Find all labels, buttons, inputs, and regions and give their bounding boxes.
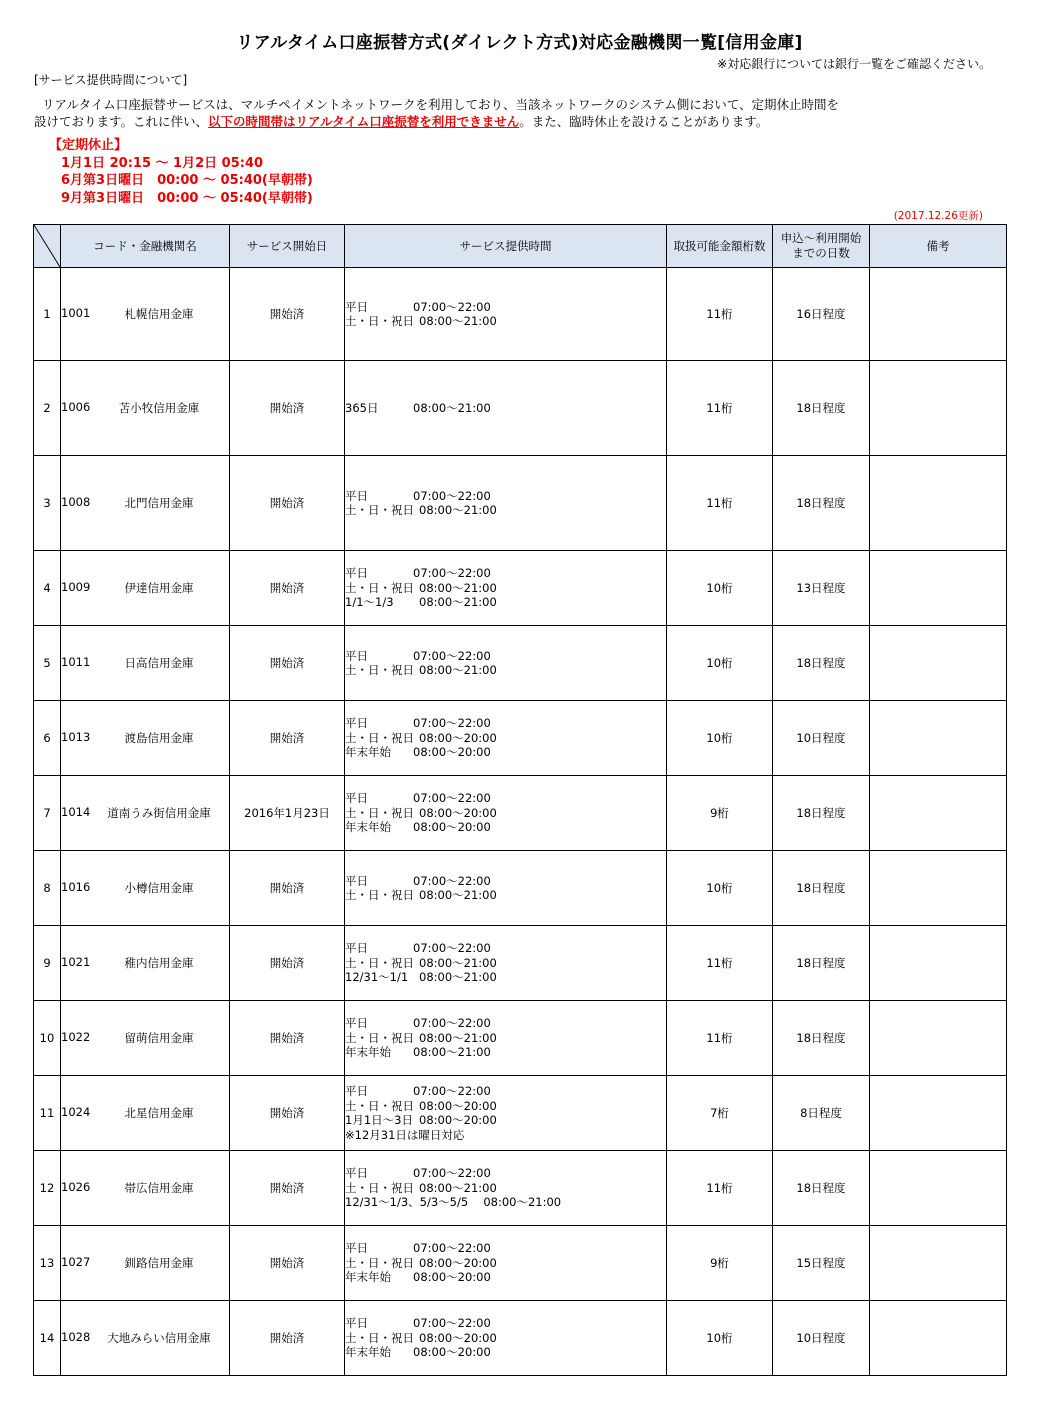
- notice-warning: 以下の時間帯はリアルタイム口座振替を利用できません: [208, 114, 520, 129]
- hours-label: 平日: [345, 791, 368, 806]
- hours-label: 平日: [345, 299, 368, 314]
- row-number: 14: [34, 1301, 61, 1376]
- hours-value: 07:00～22:00: [413, 873, 491, 888]
- bank-code-name-cell: [61, 851, 230, 926]
- days-to-start: 18日程度: [773, 926, 870, 1001]
- hours-label: 土・日・祝日: [345, 888, 414, 902]
- hours-value: 08:00～21:00: [413, 1045, 491, 1060]
- amount-digits: 7桁: [667, 1076, 773, 1151]
- hours-note: 12/31～1/3、5/3～5/5 08:00～21:00: [345, 1195, 562, 1210]
- amount-digits: 11桁: [667, 268, 773, 361]
- hours-value: 08:00～21:00: [419, 1180, 497, 1195]
- bank-name: 道南うみ街信用金庫: [107, 806, 211, 820]
- hours-value: 08:00～20:00: [413, 1270, 491, 1285]
- hours-value: 08:00～20:00: [413, 820, 491, 835]
- hours-line: [345, 874, 666, 889]
- amount-digits: 10桁: [667, 701, 773, 776]
- hours-label: 年末年始: [345, 745, 391, 760]
- service-hours-heading: [サービス提供時間について]: [34, 73, 188, 87]
- hours-label: 平日: [345, 1016, 368, 1031]
- row-number: 10: [34, 1001, 61, 1076]
- hours-value: 07:00～22:00: [413, 941, 491, 956]
- row-number: 13: [34, 1226, 61, 1301]
- hours-value: 08:00～21:00: [419, 595, 497, 610]
- table-row: [34, 926, 1007, 1001]
- hours-line: [345, 649, 666, 664]
- remarks-cell: [870, 626, 1007, 701]
- hours-value: 07:00～22:00: [413, 566, 491, 581]
- bank-name: 小樽信用金庫: [124, 881, 194, 895]
- bank-name: 札幌信用金庫: [124, 307, 194, 321]
- header-days: [773, 225, 870, 268]
- bank-name: 稚内信用金庫: [124, 956, 194, 970]
- table-row: [34, 851, 1007, 926]
- hours-value: 08:00～21:00: [419, 503, 497, 517]
- hours-value: 08:00～21:00: [419, 1030, 497, 1045]
- hours-label: 年末年始: [345, 820, 391, 835]
- table-row: [34, 1076, 1007, 1151]
- hours-value: 08:00～21:00: [419, 888, 497, 902]
- amount-digits: 9桁: [667, 1226, 773, 1301]
- hours-line: [345, 1084, 666, 1099]
- service-start-date: 開始済: [230, 1301, 345, 1376]
- hours-value: 08:00～21:00: [413, 400, 491, 415]
- hours-line: [345, 745, 666, 760]
- hours-line: [345, 314, 666, 329]
- page-title: リアルタイム口座振替方式(ダイレクト方式)対応金融機関一覧[信用金庫]: [236, 33, 803, 53]
- remarks-cell: [870, 551, 1007, 626]
- header-start-date: サービス開始日: [230, 225, 345, 268]
- row-number: 8: [34, 851, 61, 926]
- bank-code: 1006: [61, 400, 91, 414]
- table-row: [34, 1151, 1007, 1226]
- hours-label: 年末年始: [345, 1345, 391, 1360]
- service-hours-cell: [345, 1151, 667, 1226]
- service-start-date: 開始済: [230, 1226, 345, 1301]
- notice-text-end: 。また、臨時休止を設けることがあります。: [519, 114, 769, 129]
- hours-value: 07:00～22:00: [413, 791, 491, 806]
- service-notice: [34, 96, 904, 130]
- hours-line: [345, 820, 666, 835]
- hours-value: 08:00～20:00: [419, 730, 497, 745]
- hours-line: [345, 300, 666, 315]
- amount-digits: 10桁: [667, 1301, 773, 1376]
- hours-label: 土・日・祝日: [345, 663, 414, 677]
- row-number: 6: [34, 701, 61, 776]
- bank-code-name-cell: [61, 926, 230, 1001]
- hours-value: 08:00～20:00: [419, 1098, 497, 1113]
- bank-code: 1021: [61, 955, 91, 969]
- hours-line: [345, 941, 666, 956]
- notice-line-1: リアルタイム口座振替サービスは、マルチペイメントネットワークを利用しており、当該ネットワークのシステム側において、定期休止時間を: [42, 97, 840, 112]
- table-header-row: [34, 225, 1007, 268]
- days-to-start: 15日程度: [773, 1226, 870, 1301]
- hours-line: [345, 1345, 666, 1360]
- bank-table-body: [34, 268, 1007, 1376]
- hours-line: [345, 663, 666, 678]
- hours-line: [345, 731, 666, 746]
- bank-code: 1027: [61, 1255, 91, 1269]
- header-days-line1: 申込～利用開始: [780, 231, 862, 245]
- hours-line: [345, 791, 666, 806]
- bank-code-name-cell: [61, 626, 230, 701]
- hours-value: 08:00～20:00: [419, 1113, 497, 1127]
- service-start-date: 2016年1月23日: [230, 776, 345, 851]
- bank-code-name-cell: [61, 1301, 230, 1376]
- days-to-start: 13日程度: [773, 551, 870, 626]
- row-number: 5: [34, 626, 61, 701]
- service-hours-cell: [345, 701, 667, 776]
- hours-label: 平日: [345, 716, 368, 731]
- service-start-date: 開始済: [230, 551, 345, 626]
- hours-label: 土・日・祝日: [345, 730, 414, 745]
- service-hours-cell: [345, 551, 667, 626]
- days-to-start: 18日程度: [773, 851, 870, 926]
- hours-label: 土・日・祝日: [345, 580, 414, 595]
- amount-digits: 9桁: [667, 776, 773, 851]
- hours-value: 08:00～20:00: [413, 745, 491, 760]
- service-start-date: 開始済: [230, 456, 345, 551]
- maintenance-block: [49, 137, 313, 207]
- table-row: [34, 361, 1007, 456]
- bank-code-name-cell: [61, 361, 230, 456]
- hours-label: 365日: [345, 400, 379, 415]
- hours-value: 07:00～22:00: [413, 488, 491, 503]
- amount-digits: 11桁: [667, 1151, 773, 1226]
- hours-line: [345, 1099, 666, 1114]
- days-to-start: 18日程度: [773, 1151, 870, 1226]
- remarks-cell: [870, 1226, 1007, 1301]
- service-hours-cell: [345, 1001, 667, 1076]
- bank-name: 伊達信用金庫: [124, 581, 194, 595]
- bank-name: 帯広信用金庫: [124, 1181, 194, 1195]
- service-hours-cell: [345, 1226, 667, 1301]
- amount-digits: 11桁: [667, 926, 773, 1001]
- row-number: 1: [34, 268, 61, 361]
- hours-line: [345, 888, 666, 903]
- hours-value: 08:00～21:00: [419, 580, 497, 595]
- amount-digits: 11桁: [667, 361, 773, 456]
- bank-code: 1014: [61, 805, 91, 819]
- notice-line-2: [34, 113, 904, 130]
- service-start-date: 開始済: [230, 851, 345, 926]
- hours-line: [345, 1331, 666, 1346]
- remarks-cell: [870, 851, 1007, 926]
- row-number: 3: [34, 456, 61, 551]
- bank-code-name-cell: [61, 701, 230, 776]
- table-row: [34, 551, 1007, 626]
- hours-value: 08:00～21:00: [419, 314, 497, 328]
- amount-digits: 11桁: [667, 456, 773, 551]
- bank-code: 1013: [61, 730, 91, 744]
- hours-label: 1月1日～3日: [345, 1113, 413, 1127]
- hours-line: [345, 1256, 666, 1271]
- hours-line: [345, 595, 666, 610]
- bank-code-name-cell: [61, 1001, 230, 1076]
- hours-label: 平日: [345, 488, 368, 503]
- service-start-date: 開始済: [230, 1001, 345, 1076]
- service-hours-cell: [345, 361, 667, 456]
- hours-value: 08:00～21:00: [419, 955, 497, 970]
- hours-line: [345, 970, 666, 985]
- row-number: 4: [34, 551, 61, 626]
- updated-date: (2017.12.26更新): [893, 210, 983, 222]
- header-diagonal-cell: [34, 225, 61, 268]
- hours-line: [345, 566, 666, 581]
- maintenance-heading: 【定期休止】: [49, 138, 128, 153]
- maintenance-item: 1月1日 20:15 ～ 1月2日 05:40: [61, 155, 264, 171]
- bank-code: 1001: [61, 306, 91, 320]
- days-to-start: 10日程度: [773, 1301, 870, 1376]
- service-hours-cell: [345, 456, 667, 551]
- bank-code: 1008: [61, 495, 91, 509]
- bank-name: 大地みらい信用金庫: [107, 1331, 211, 1345]
- service-hours-cell: [345, 926, 667, 1001]
- remarks-cell: [870, 1151, 1007, 1226]
- hours-line: [345, 1241, 666, 1256]
- hours-value: 07:00～22:00: [413, 648, 491, 663]
- hours-value: 08:00～21:00: [419, 663, 497, 677]
- table-row: [34, 1226, 1007, 1301]
- hours-label: 土・日・祝日: [345, 1180, 414, 1195]
- hours-line: [345, 401, 666, 416]
- hours-value: 08:00～20:00: [419, 1255, 497, 1270]
- hours-label: 平日: [345, 873, 368, 888]
- service-start-date: 開始済: [230, 361, 345, 456]
- bank-name: 釧路信用金庫: [124, 1256, 194, 1270]
- days-to-start: 18日程度: [773, 1001, 870, 1076]
- header-notes: 備考: [870, 225, 1007, 268]
- table-row: [34, 1301, 1007, 1376]
- hours-value: 08:00～21:00: [419, 970, 497, 985]
- hours-label: 土・日・祝日: [345, 1255, 414, 1270]
- hours-label: 土・日・祝日: [345, 314, 414, 328]
- hours-line: [345, 1181, 666, 1196]
- hours-label: 土・日・祝日: [345, 1030, 414, 1045]
- hours-label: 1/1～1/3: [345, 595, 394, 610]
- bank-code-name-cell: [61, 456, 230, 551]
- days-to-start: 18日程度: [773, 361, 870, 456]
- hours-value: 07:00～22:00: [413, 1084, 491, 1098]
- bank-code-name-cell: [61, 1226, 230, 1301]
- hours-line: [345, 956, 666, 971]
- table-row: [34, 1001, 1007, 1076]
- remarks-cell: [870, 926, 1007, 1001]
- service-hours-cell: [345, 1076, 667, 1151]
- bank-code-name-cell: [61, 1076, 230, 1151]
- amount-digits: 10桁: [667, 626, 773, 701]
- hours-label: 平日: [345, 941, 368, 956]
- remarks-cell: [870, 361, 1007, 456]
- bank-code: 1016: [61, 880, 91, 894]
- hours-line: [345, 1016, 666, 1031]
- bank-code: 1022: [61, 1030, 91, 1044]
- table-row: [34, 701, 1007, 776]
- bank-code: 1011: [61, 655, 91, 669]
- days-to-start: 16日程度: [773, 268, 870, 361]
- bank-code-name-cell: [61, 551, 230, 626]
- header-code-name: コード・金融機関名: [61, 225, 230, 268]
- row-number: 12: [34, 1151, 61, 1226]
- hours-label: 土・日・祝日: [345, 1098, 414, 1113]
- hours-label: 平日: [345, 1241, 368, 1256]
- remarks-cell: [870, 1076, 1007, 1151]
- days-to-start: 8日程度: [773, 1076, 870, 1151]
- hours-line: [345, 1316, 666, 1331]
- hours-line: [345, 716, 666, 731]
- hours-label: 土・日・祝日: [345, 1330, 414, 1345]
- remarks-cell: [870, 701, 1007, 776]
- days-to-start: 10日程度: [773, 701, 870, 776]
- days-to-start: 18日程度: [773, 456, 870, 551]
- service-hours-cell: [345, 626, 667, 701]
- bank-code: 1026: [61, 1180, 91, 1194]
- hours-line: [345, 489, 666, 504]
- hours-label: 年末年始: [345, 1045, 391, 1060]
- hours-value: 08:00～20:00: [419, 805, 497, 820]
- hours-value: 07:00～22:00: [413, 1316, 491, 1331]
- header-hours: サービス提供時間: [345, 225, 667, 268]
- table-row: [34, 456, 1007, 551]
- bank-code-name-cell: [61, 1151, 230, 1226]
- table-row: [34, 626, 1007, 701]
- diagonal-line: [34, 225, 60, 267]
- service-start-date: 開始済: [230, 1151, 345, 1226]
- hours-value: 08:00～20:00: [419, 1330, 497, 1345]
- service-hours-cell: [345, 851, 667, 926]
- bank-code: 1009: [61, 580, 91, 594]
- amount-digits: 10桁: [667, 551, 773, 626]
- remarks-cell: [870, 268, 1007, 361]
- hours-line: [345, 503, 666, 518]
- hours-label: 土・日・祝日: [345, 503, 414, 517]
- header-digits: 取扱可能金額桁数: [667, 225, 773, 268]
- bank-name: 北星信用金庫: [124, 1106, 194, 1120]
- notice-text: 設けております。これに伴い、: [34, 114, 209, 129]
- hours-label: 平日: [345, 1166, 368, 1181]
- hours-line: [345, 806, 666, 821]
- hours-label: 土・日・祝日: [345, 805, 414, 820]
- service-hours-cell: [345, 268, 667, 361]
- service-start-date: 開始済: [230, 926, 345, 1001]
- bank-name: 日高信用金庫: [124, 656, 194, 670]
- amount-digits: 11桁: [667, 1001, 773, 1076]
- service-start-date: 開始済: [230, 626, 345, 701]
- row-number: 9: [34, 926, 61, 1001]
- row-number: 2: [34, 361, 61, 456]
- service-start-date: 開始済: [230, 701, 345, 776]
- hours-label: 平日: [345, 1316, 368, 1331]
- hours-label: 土・日・祝日: [345, 955, 414, 970]
- days-to-start: 18日程度: [773, 776, 870, 851]
- table-row: [34, 776, 1007, 851]
- bank-table: [33, 224, 1007, 1376]
- hours-line: [345, 1113, 666, 1128]
- hours-label: 平日: [345, 566, 368, 581]
- hours-value: 07:00～22:00: [413, 716, 491, 731]
- hours-line: [345, 1270, 666, 1285]
- bank-name: 北門信用金庫: [124, 496, 194, 510]
- remarks-cell: [870, 776, 1007, 851]
- bank-code-name-cell: [61, 268, 230, 361]
- hours-line: [345, 1031, 666, 1046]
- service-hours-cell: [345, 776, 667, 851]
- hours-value: 07:00～22:00: [413, 1241, 491, 1256]
- table-row: [34, 268, 1007, 361]
- service-start-date: 開始済: [230, 1076, 345, 1151]
- hours-label: 年末年始: [345, 1270, 391, 1285]
- remarks-cell: [870, 1001, 1007, 1076]
- hours-note: ※12月31日は曜日対応: [345, 1127, 465, 1142]
- hours-value: 07:00～22:00: [413, 1016, 491, 1031]
- bank-name: 苫小牧信用金庫: [118, 401, 200, 415]
- bank-code: 1024: [61, 1105, 91, 1119]
- bank-list-note: ※対応銀行については銀行一覧をご確認ください。: [717, 57, 991, 71]
- hours-value: 07:00～22:00: [413, 299, 491, 314]
- bank-name: 留萌信用金庫: [124, 1031, 194, 1045]
- hours-line: [345, 1166, 666, 1181]
- hours-value: 07:00～22:00: [413, 1166, 491, 1181]
- remarks-cell: [870, 456, 1007, 551]
- row-number: 7: [34, 776, 61, 851]
- hours-label: 平日: [345, 1084, 368, 1098]
- service-hours-cell: [345, 1301, 667, 1376]
- hours-label: 12/31～1/1: [345, 970, 409, 985]
- row-number: 11: [34, 1076, 61, 1151]
- maintenance-item: 9月第3日曜日 00:00 ～ 05:40(早朝帯): [61, 190, 313, 206]
- amount-digits: 10桁: [667, 851, 773, 926]
- days-to-start: 18日程度: [773, 626, 870, 701]
- bank-code-name-cell: [61, 776, 230, 851]
- bank-code: 1028: [61, 1330, 91, 1344]
- maintenance-item: 6月第3日曜日 00:00 ～ 05:40(早朝帯): [61, 173, 313, 188]
- service-start-date: 開始済: [230, 268, 345, 361]
- hours-line: [345, 581, 666, 596]
- remarks-cell: [870, 1301, 1007, 1376]
- header-days-line2: までの日数: [792, 246, 850, 260]
- bank-name: 渡島信用金庫: [124, 731, 194, 745]
- hours-value: 08:00～20:00: [413, 1345, 491, 1360]
- hours-line: [345, 1045, 666, 1060]
- hours-label: 平日: [345, 648, 368, 663]
